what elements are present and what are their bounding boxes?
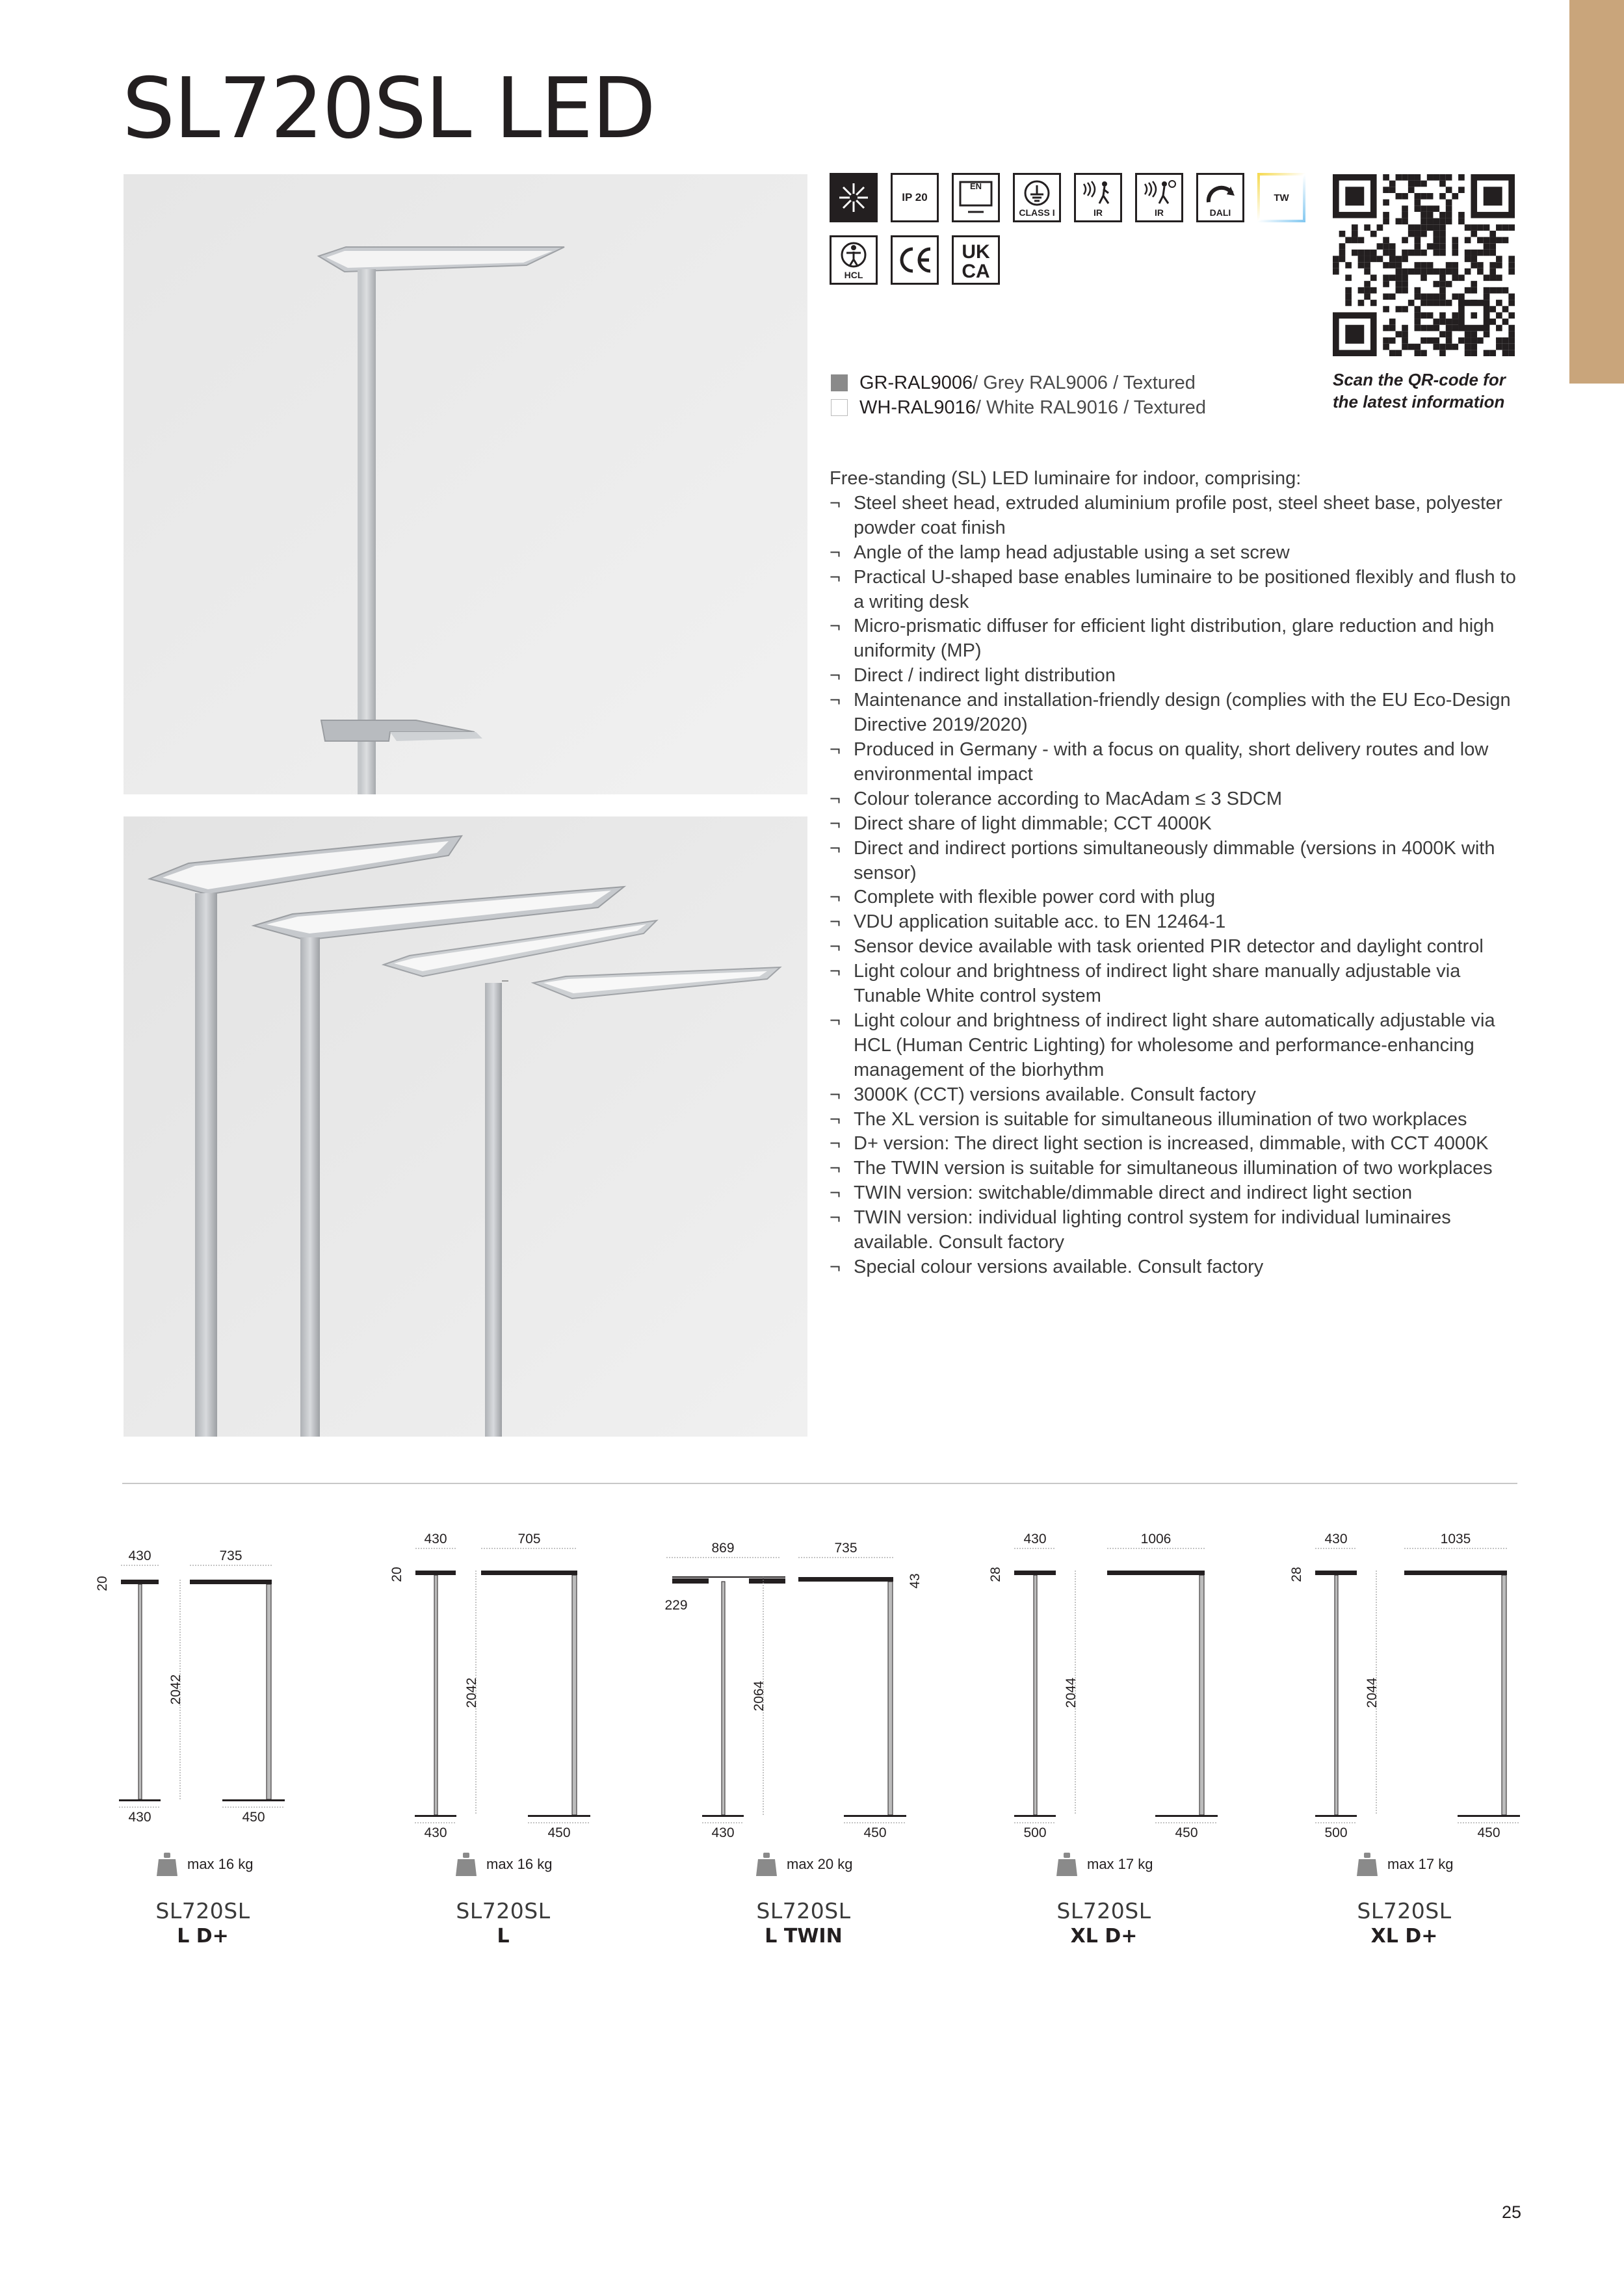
ir-sensor-icon: IR	[1074, 173, 1122, 222]
product-photo-group	[124, 816, 807, 1437]
ip20-icon: IP 20	[891, 173, 939, 222]
feature-item: ¬ Micro-prismatic diffuser for efficient light distribution, glare reduction and high uniformity (MP)	[830, 614, 1519, 664]
feature-item: ¬ Light colour and brightness of indirect light share manually adjustable via Tunable White control system	[830, 959, 1519, 1009]
lamp-base-front	[702, 1815, 744, 1817]
lamp-head-front	[1315, 1571, 1357, 1575]
grey-swatch	[831, 374, 848, 391]
dimension-label: 450	[1477, 1825, 1500, 1840]
weight-icon	[755, 1851, 778, 1877]
feature-item: ¬ D+ version: The direct light section is increased, dimmable, with CCT 4000K	[830, 1132, 1519, 1156]
dimension-label: 430	[424, 1825, 447, 1840]
color-description: / White RAL9016 / Textured	[975, 397, 1207, 418]
product-variant: XL D+	[1070, 1925, 1138, 1948]
lamp-head-front	[121, 1580, 159, 1584]
qr-caption-line1: Scan the QR-code for	[1333, 370, 1506, 389]
product-description	[830, 467, 1519, 1280]
dimension-label: 43	[908, 1573, 923, 1589]
lamp-base-side	[844, 1815, 906, 1817]
ir-presence-icon: IR	[1135, 173, 1183, 222]
lamp-head-front	[1014, 1571, 1056, 1575]
dimension-label: 430	[424, 1532, 447, 1546]
max-weight	[1356, 1851, 1454, 1877]
dimension-label: 2044	[1064, 1677, 1079, 1708]
feature-item: ¬ VDU application suitable acc. to EN 12464-1	[830, 910, 1519, 935]
product-series: SL720SL	[1357, 1898, 1452, 1924]
max-weight-label: max 17 kg	[1387, 1856, 1454, 1872]
dimension-label: 450	[242, 1810, 265, 1825]
feature-item: ¬ Sensor device available with task oriented PIR detector and daylight control	[830, 935, 1519, 959]
max-weight	[1056, 1851, 1153, 1877]
lamp-base-front	[119, 1799, 161, 1801]
feature-item: ¬ Practical U-shaped base enables luminaire to be positioned flexibly and flush to a writing desk	[830, 566, 1519, 615]
feature-item: ¬ Direct share of light dimmable; CCT 4000K	[830, 812, 1519, 837]
product-variant: L D+	[177, 1925, 229, 1948]
dimension-label: 735	[219, 1548, 242, 1563]
lamp-base-side	[222, 1799, 285, 1801]
dimension-label: 430	[711, 1825, 735, 1840]
color-code: GR-RAL9006	[859, 372, 973, 393]
feature-list	[830, 491, 1519, 1280]
dimension-label: 430	[128, 1810, 151, 1825]
product-series: SL720SL	[756, 1898, 851, 1924]
weight-icon	[455, 1851, 477, 1877]
max-weight	[455, 1851, 553, 1877]
lamp-post-side	[267, 1584, 271, 1799]
lamp-head-front	[415, 1571, 456, 1575]
product-variant-name	[1006, 1898, 1201, 1948]
max-weight-label: max 16 kg	[187, 1856, 254, 1872]
lamp-base-front	[1315, 1815, 1357, 1817]
lamp-base-front	[1014, 1815, 1056, 1817]
feature-item: ¬ Produced in Germany - with a focus on quality, short delivery routes and low environmental impact	[830, 738, 1519, 787]
svg-text:UK: UK	[962, 241, 990, 263]
weight-icon	[1056, 1851, 1078, 1877]
dimension-label: 28	[1289, 1567, 1304, 1582]
lamp-post-front	[722, 1582, 725, 1815]
product-series: SL720SL	[456, 1898, 551, 1924]
lamp-post-side	[1199, 1575, 1204, 1815]
feature-item: ¬ TWIN version: switchable/dimmable direct and indirect light section	[830, 1181, 1519, 1206]
svg-text:CA: CA	[962, 261, 990, 280]
product-variant: L TWIN	[765, 1925, 843, 1948]
color-option-grey	[831, 371, 1206, 395]
lamp-head-side	[798, 1577, 893, 1582]
qr-caption-line2: the latest information	[1333, 392, 1505, 411]
lamp-post-side	[1502, 1575, 1506, 1815]
en-monitor-icon: EN	[952, 173, 1000, 222]
dimension-label: 869	[711, 1541, 735, 1556]
feature-item: ¬ 3000K (CCT) versions available. Consult factory	[830, 1083, 1519, 1108]
lamp-head-side	[1404, 1571, 1507, 1575]
product-variant-name	[105, 1898, 300, 1948]
lamp-base-front	[415, 1815, 456, 1817]
dimension-label: 2044	[1365, 1677, 1380, 1708]
dimension-label: 20	[95, 1576, 110, 1591]
chapter-tab	[1569, 0, 1624, 384]
dimension-label: 2064	[752, 1680, 766, 1712]
max-weight-label: max 16 kg	[486, 1856, 553, 1872]
dimension-label: 229	[664, 1598, 688, 1613]
max-weight	[755, 1851, 853, 1877]
lamp-head-side	[190, 1580, 272, 1584]
class-i-icon: CLASS I	[1013, 173, 1061, 222]
feature-item: ¬ TWIN version: individual lighting control system for individual luminaires available. Consult factory	[830, 1206, 1519, 1255]
qr-code[interactable]	[1333, 174, 1515, 356]
color-code: WH-RAL9016	[859, 397, 976, 418]
product-variant-name	[406, 1898, 601, 1948]
product-series: SL720SL	[1056, 1898, 1151, 1924]
feature-item: ¬ The XL version is suitable for simultaneous illumination of two workplaces	[830, 1108, 1519, 1132]
color-option-white	[831, 395, 1206, 420]
lamp-base-side	[1458, 1815, 1520, 1817]
feature-item: ¬ Angle of the lamp head adjustable using a set screw	[830, 541, 1519, 566]
dimension-label: 28	[988, 1567, 1003, 1582]
dimension-label: 1006	[1140, 1532, 1172, 1546]
weight-icon	[1356, 1851, 1378, 1877]
product-variant: XL D+	[1370, 1925, 1438, 1948]
feature-item: ¬ Light colour and brightness of indirect light share automatically adjustable via HCL (Human Centric Lighting) for wholesome and performance-enhancing management of the biorhythm	[830, 1009, 1519, 1083]
dimension-label: 450	[1175, 1825, 1198, 1840]
max-weight-label: max 20 kg	[787, 1856, 853, 1872]
dali-icon: DALI	[1196, 173, 1244, 222]
dimension-label: 450	[547, 1825, 571, 1840]
feature-item: ¬ Colour tolerance according to MacAdam ≤ 3 SDCM	[830, 787, 1519, 812]
ukca-mark-icon	[952, 235, 1000, 285]
dimension-label: 2042	[168, 1674, 183, 1705]
max-weight	[156, 1851, 254, 1877]
feature-item: ¬ Complete with flexible power cord with plug	[830, 885, 1519, 910]
dimension-label: 2042	[464, 1677, 479, 1708]
dimension-label: 450	[863, 1825, 887, 1840]
product-variant: L	[497, 1925, 510, 1948]
tunable-white-icon: TW	[1257, 173, 1305, 222]
hcl-icon: HCL	[830, 235, 878, 285]
dimension-label: 705	[517, 1532, 541, 1546]
page-title: SL720SL LED	[122, 60, 655, 157]
lamp-base-side	[528, 1815, 590, 1817]
dimension-label: 1035	[1440, 1532, 1471, 1546]
weight-icon	[156, 1851, 178, 1877]
technical-drawings	[0, 1515, 1624, 1905]
dimension-label: 430	[1324, 1532, 1348, 1546]
feature-item: ¬ The TWIN version is suitable for simultaneous illumination of two workplaces	[830, 1156, 1519, 1181]
product-series: SL720SL	[155, 1898, 250, 1924]
lamp-base-side	[1155, 1815, 1218, 1817]
section-divider	[122, 1483, 1517, 1484]
lamp-head-front	[672, 1578, 709, 1584]
lamp-post-front	[1335, 1575, 1338, 1815]
feature-item: ¬ Special colour versions available. Consult factory	[830, 1255, 1519, 1280]
dimension-label: 430	[128, 1548, 151, 1563]
feature-item: ¬ Direct / indirect light distribution	[830, 664, 1519, 688]
max-weight-label: max 17 kg	[1087, 1856, 1153, 1872]
lamp-post-side	[888, 1582, 893, 1815]
description-intro: Free-standing (SL) LED luminaire for indoor, comprising:	[830, 468, 1302, 489]
dimension-label: 20	[389, 1567, 404, 1582]
direct-indirect-icon	[830, 173, 878, 222]
dimension-label: 500	[1324, 1825, 1348, 1840]
lamp-post-front	[138, 1584, 142, 1799]
color-options	[831, 371, 1206, 420]
lamp-post-front	[434, 1575, 438, 1815]
lamp-post-side	[572, 1575, 577, 1815]
dimension-label: 735	[834, 1541, 858, 1556]
lamp-post-front	[1034, 1575, 1037, 1815]
product-variant-name	[706, 1898, 901, 1948]
dimension-label: 500	[1023, 1825, 1047, 1840]
feature-item: ¬ Steel sheet head, extruded aluminium profile post, steel sheet base, polyester powder coat finish	[830, 491, 1519, 541]
white-swatch	[831, 399, 848, 416]
ce-mark-icon	[891, 235, 939, 285]
page-number: 25	[1501, 2202, 1521, 2222]
lamp-head-front	[749, 1578, 785, 1584]
color-description: / Grey RAL9006 / Textured	[973, 372, 1196, 393]
feature-item: ¬ Maintenance and installation-friendly design (complies with the EU Eco-Design Directive 2019/2020)	[830, 688, 1519, 738]
product-photo-single	[124, 174, 807, 794]
product-variant-name	[1307, 1898, 1502, 1948]
lamp-head-side	[481, 1571, 577, 1575]
dimension-label: 430	[1023, 1532, 1047, 1546]
lamp-head-side	[1107, 1571, 1205, 1575]
feature-item: ¬ Direct and indirect portions simultaneously dimmable (versions in 4000K with sensor)	[830, 837, 1519, 886]
qr-caption	[1333, 369, 1521, 413]
